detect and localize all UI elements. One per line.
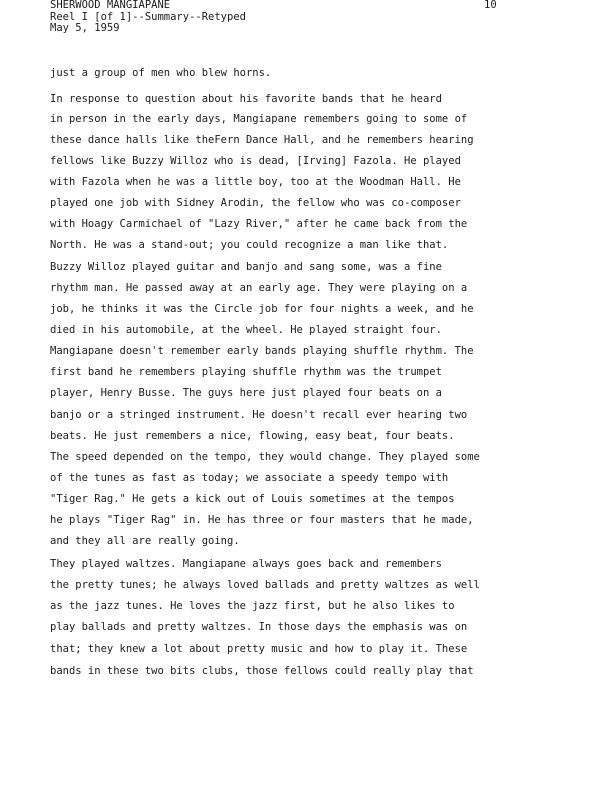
text-line: beats. He just remembers a nice, flowing, easy beat, four beats. <box>50 430 455 442</box>
text-line: banjo or a stringed instrument. He doesn't recall ever hearing two <box>50 409 468 421</box>
text-line: bands in these two bits clubs, those fellows could really play that <box>50 665 474 677</box>
text-line: play ballads and pretty waltzes. In those days the emphasis was on <box>50 621 468 633</box>
header-interviewee-name: SHERWOOD MANGIAPANE <box>50 0 171 11</box>
text-line: job, he thinks it was the Circle job for four nights a week, and he <box>50 303 474 315</box>
text-line: the pretty tunes; he always loved ballads and pretty waltzes as well <box>50 579 480 591</box>
text-line: that; they knew a lot about pretty music and how to play it. These <box>50 643 468 655</box>
text-line: played one job with Sidney Arodin, the fellow who was co-composer <box>50 197 461 209</box>
text-line: as the jazz tunes. He loves the jazz first, but he also likes to <box>50 600 455 612</box>
text-line: died in his automobile, at the wheel. He played straight four. <box>50 324 442 336</box>
text-line: just a group of men who blew horns. <box>50 67 272 79</box>
text-line: "Tiger Rag." He gets a kick out of Louis sometimes at the tempos <box>50 493 455 505</box>
text-line: these dance halls like theFern Dance Hall, and he remembers hearing <box>50 134 474 146</box>
text-line: of the tunes as fast as today; we associate a speedy tempo with <box>50 472 449 484</box>
text-line: he plays "Tiger Rag" in. He has three or four masters that he made, <box>50 514 474 526</box>
text-line: North. He was a stand-out; you could recognize a man like that. <box>50 239 449 251</box>
text-line: The speed depended on the tempo, they would change. They played some <box>50 451 480 463</box>
text-line: first band he remembers playing shuffle rhythm was the trumpet <box>50 366 442 378</box>
page-number: 10 <box>484 0 497 11</box>
text-line: Mangiapane doesn't remember early bands playing shuffle rhythm. The <box>50 345 474 357</box>
text-line: in person in the early days, Mangiapane remembers going to some of <box>50 113 468 125</box>
text-line: and they all are really going. <box>50 535 240 547</box>
text-line: Buzzy Willoz played guitar and banjo and sang some, was a fine <box>50 261 442 273</box>
header-date: May 5, 1959 <box>50 22 120 34</box>
text-line: player, Henry Busse. The guys here just played four beats on a <box>50 387 442 399</box>
text-line: fellows like Buzzy Willoz who is dead, [Irving] Fazola. He played <box>50 155 461 167</box>
text-line: They played waltzes. Mangiapane always goes back and remembers <box>50 558 442 570</box>
text-line: rhythm man. He passed away at an early age. They were playing on a <box>50 282 468 294</box>
text-line: In response to question about his favorite bands that he heard <box>50 93 442 105</box>
text-line: with Hoagy Carmichael of "Lazy River," after he came back from the <box>50 218 468 230</box>
header-reel-info: Reel I [of 1]--Summary--Retyped <box>50 10 246 23</box>
document-header <box>50 0 246 35</box>
text-line: with Fazola when he was a little boy, too at the Woodman Hall. He <box>50 176 461 188</box>
